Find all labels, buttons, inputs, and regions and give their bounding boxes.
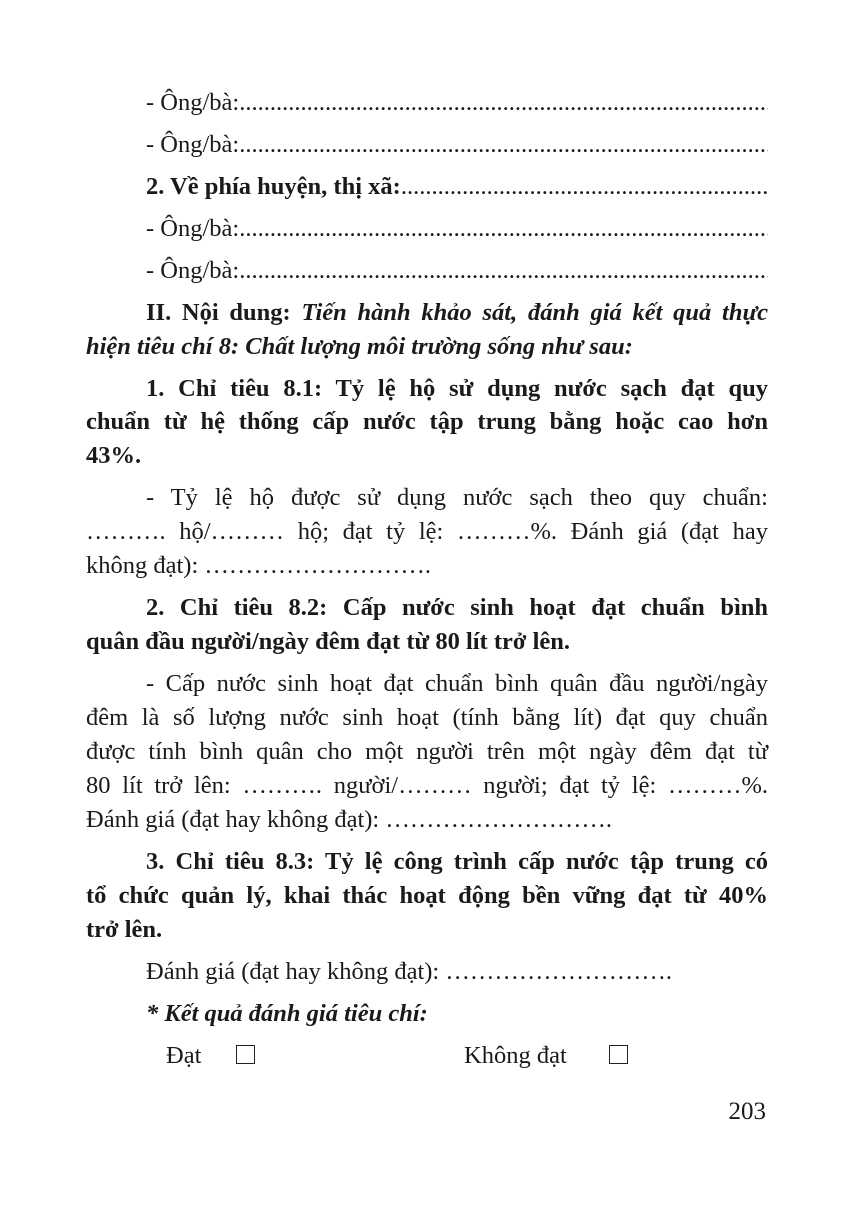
- criterion-8-3-heading: 3. Chỉ tiêu 8.3: Tỷ lệ công trình cấp nước tập trung có: [146, 848, 768, 875]
- criterion-8-2-body-2: đêm là số lượng nước sinh hoạt (tính bằng lít) đạt quy chuẩn: [86, 704, 768, 731]
- criterion-8-2-heading: 2. Chỉ tiêu 8.2: Cấp nước sinh hoạt đạt chuẩn bình: [146, 594, 768, 621]
- section-2-heading: II. Nội dung: Tiến hành khảo sát, đánh giá kết quả thực: [146, 299, 768, 326]
- pass-checkbox[interactable]: [236, 1045, 255, 1064]
- result-heading: * Kết quả đánh giá tiêu chí:: [146, 1000, 428, 1027]
- criterion-8-1-heading-cont: chuẩn từ hệ thống cấp nước tập trung bằng hoặc cao hơn: [86, 408, 768, 435]
- pass-label: Đạt: [166, 1042, 202, 1069]
- criterion-8-1-heading: 1. Chỉ tiêu 8.1: Tỷ lệ hộ sử dụng nước sạch đạt quy: [146, 375, 768, 402]
- ong-ba-line-3: - Ông/bà: .....: [146, 214, 768, 244]
- ong-ba-line-1: - Ông/bà: .....: [146, 88, 768, 118]
- criterion-8-3-heading-cont: tổ chức quản lý, khai thác hoạt động bền vững đạt từ 40%: [86, 882, 768, 909]
- fail-option: [464, 1041, 764, 1071]
- criterion-8-1-body-cont: ………. hộ/……… hộ; đạt tỷ lệ: ………%. Đánh giá (đạt hay: [86, 518, 768, 545]
- criterion-8-2-body: - Cấp nước sinh hoạt đạt chuẩn bình quân đầu người/ngày: [146, 670, 768, 697]
- criterion-8-3-body: Đánh giá (đạt hay không đạt): ……………………….: [146, 958, 672, 985]
- criterion-8-1-body: - Tỷ lệ hộ được sử dụng nước sạch theo quy chuẩn:: [146, 484, 768, 511]
- dotted-leader: [401, 172, 768, 202]
- fail-checkbox[interactable]: [609, 1045, 628, 1064]
- criterion-8-1-heading-end: 43%.: [86, 442, 142, 469]
- criterion-8-2-body-4: 80 lít trở lên: ………. người/……… người; đạt tỷ lệ: ………%.: [86, 772, 768, 799]
- fail-label: Không đạt: [464, 1042, 567, 1069]
- ong-ba-line-4: - Ông/bà: .....: [146, 256, 768, 286]
- criterion-8-2-heading-cont: quân đầu người/ngày đêm đạt từ 80 lít trở lên.: [86, 628, 570, 655]
- criterion-8-3-heading-end: trở lên.: [86, 916, 163, 943]
- dotted-leader: [239, 130, 768, 160]
- dotted-leader: [239, 214, 768, 244]
- pass-option: [166, 1041, 466, 1071]
- dotted-leader: [239, 88, 768, 118]
- district-heading-line: 2. Về phía huyện, thị xã: .....: [146, 172, 768, 202]
- criterion-8-2-body-5: Đánh giá (đạt hay không đạt): ……………………….: [86, 806, 612, 833]
- page-number: 203: [728, 1098, 766, 1125]
- criterion-8-1-body-end: không đạt): ……………………….: [86, 552, 432, 579]
- section-2-heading-cont: hiện tiêu chí 8: Chất lượng môi trường sống như sau:: [86, 333, 633, 360]
- dotted-leader: [239, 256, 768, 286]
- ong-ba-line-2: - Ông/bà: .....: [146, 130, 768, 160]
- criterion-8-2-body-3: được tính bình quân cho một người trên một ngày đêm đạt từ: [86, 738, 768, 765]
